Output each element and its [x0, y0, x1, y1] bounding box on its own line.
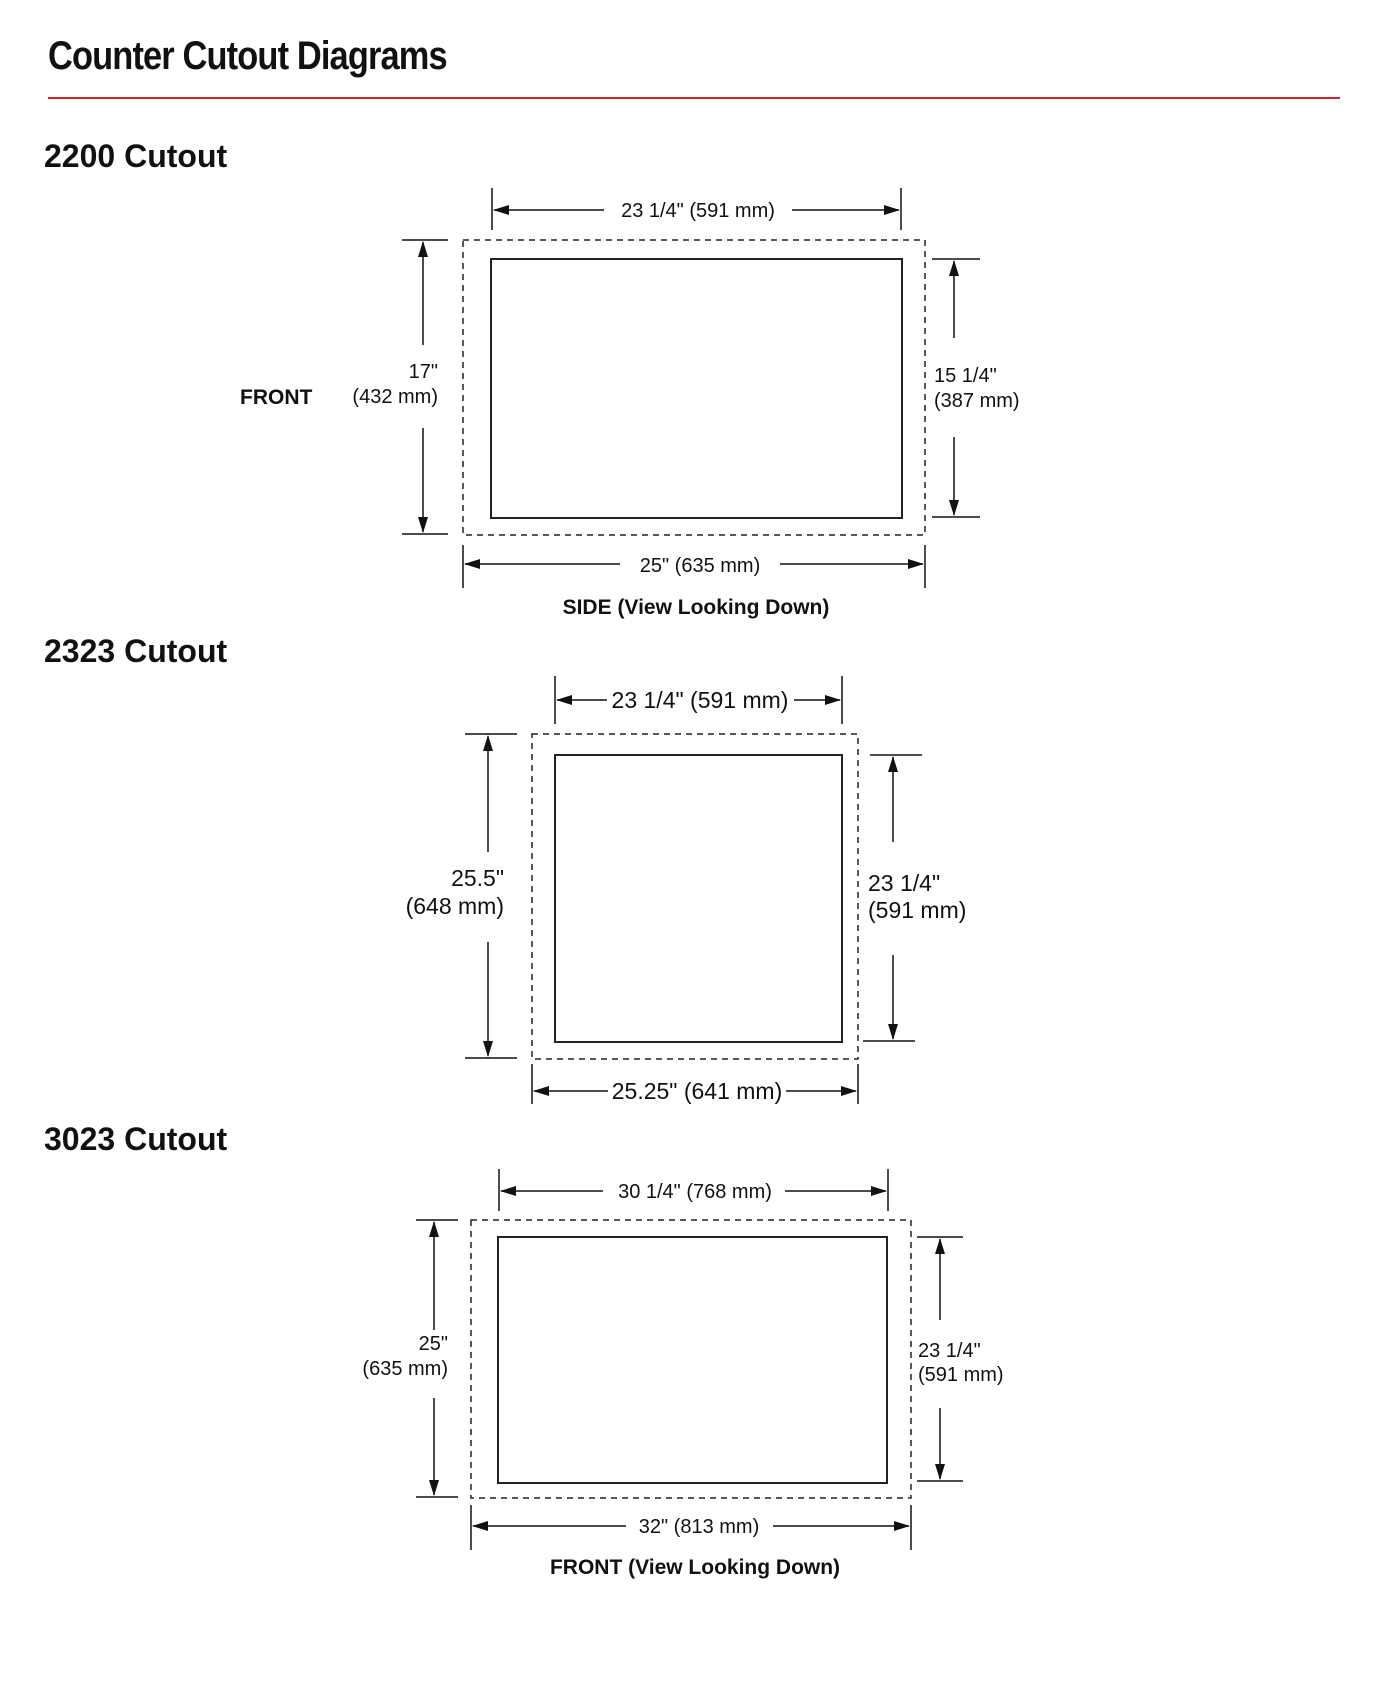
dimension-label: 23 1/4": [918, 1340, 981, 1362]
dimension-label: (591 mm): [868, 897, 967, 923]
right-height-dimension: [863, 755, 966, 1041]
dimension-label: (387 mm): [934, 390, 1020, 412]
top-width-dimension: [492, 188, 901, 230]
bottom-width-dimension: [532, 1064, 858, 1104]
cutout-2200: [44, 138, 1020, 619]
right-height-dimension: [932, 259, 1020, 517]
dimension-label: 25": [418, 1333, 448, 1355]
dimension-label: 23 1/4" (591 mm): [621, 200, 775, 222]
view-caption: FRONT (View Looking Down): [549, 1556, 841, 1579]
counter-outline: [532, 734, 858, 1059]
dimension-label: 32" (813 mm): [638, 1516, 760, 1538]
dimension-label: 30 1/4" (768 mm): [618, 1181, 772, 1203]
dimension-label: 23 1/4": [868, 870, 941, 896]
dimension-label: 25" (635 mm): [639, 555, 761, 577]
left-height-dimension: [352, 240, 448, 534]
counter-outline: [463, 240, 925, 535]
view-caption: SIDE (View Looking Down): [562, 596, 830, 619]
cutout-3023: [44, 1121, 1004, 1579]
cutout-outline: [498, 1237, 887, 1483]
section-title: 3023 Cutout: [44, 1121, 228, 1157]
dimension-label: (432 mm): [352, 386, 438, 408]
dimension-label: 23 1/4" (591 mm): [611, 687, 789, 713]
page-title: Counter Cutout Diagrams: [48, 34, 447, 78]
dimension-label: (635 mm): [362, 1358, 448, 1380]
section-title: 2323 Cutout: [44, 633, 228, 669]
cutout-outline: [555, 755, 842, 1042]
section-title: 2200 Cutout: [44, 138, 228, 174]
bottom-width-dimension: [471, 1505, 911, 1550]
left-height-dimension: [406, 734, 517, 1058]
dimension-label: (648 mm): [405, 893, 504, 919]
dimension-label: (591 mm): [918, 1364, 1004, 1386]
counter-outline: [471, 1220, 911, 1498]
cutout-outline: [491, 259, 902, 518]
cutout-2323: [44, 633, 966, 1104]
front-label: FRONT: [240, 386, 313, 409]
top-width-dimension: [555, 676, 842, 724]
dimension-label: 25.5": [451, 865, 504, 891]
right-height-dimension: [917, 1237, 1004, 1481]
top-width-dimension: [499, 1169, 888, 1211]
dimension-label: 15 1/4": [934, 365, 997, 387]
bottom-width-dimension: [463, 545, 925, 588]
dimension-label: 17": [408, 361, 438, 383]
dimension-label: 25.25" (641 mm): [611, 1078, 783, 1104]
left-height-dimension: [362, 1220, 458, 1497]
